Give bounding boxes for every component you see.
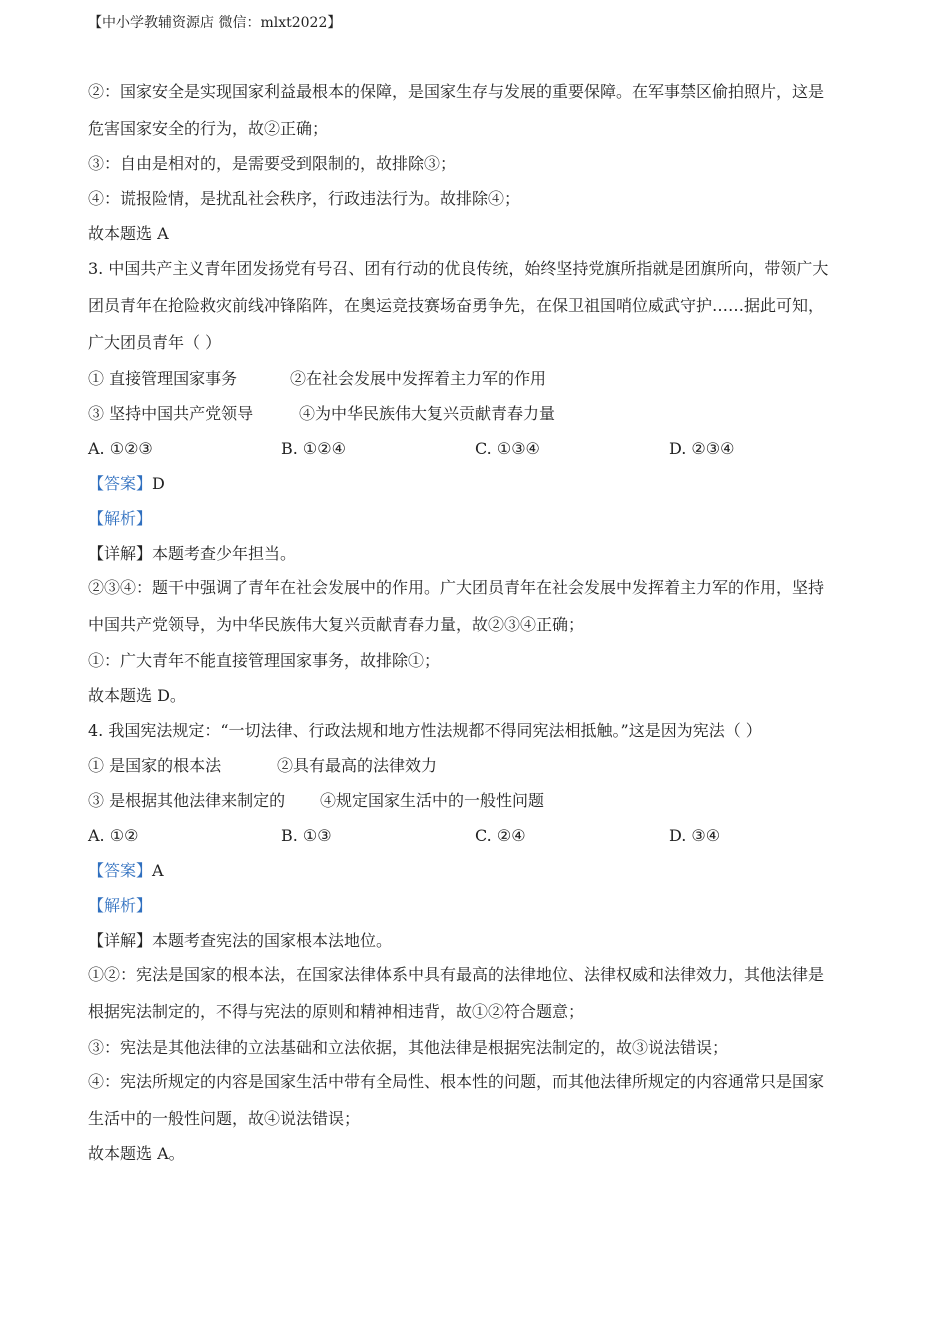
q3-choice-d: D. ②③④ bbox=[669, 439, 735, 458]
q4-choice-b: B. ①③ bbox=[281, 826, 332, 845]
q3-statement-1: ① 直接管理国家事务 bbox=[88, 369, 238, 388]
q3-stem-line: 广大团员青年（ ） bbox=[88, 333, 222, 352]
q3-stem-line: 团员青年在抢险救灾前线冲锋陷阵，在奥运竞技赛场奋勇争先，在保卫祖国哨位威武守护……据此可知， bbox=[88, 296, 825, 315]
q4-explanation-line: 生活中的一般性问题，故④说法错误； bbox=[88, 1109, 361, 1128]
q2-explanation-line: 危害国家安全的行为，故②正确； bbox=[88, 119, 329, 138]
q3-statement-4: ④为中华民族伟大复兴贡献青春力量 bbox=[299, 404, 556, 423]
q4-conclusion: 故本题选 A。 bbox=[88, 1144, 185, 1163]
q4-choice-a: A. ①② bbox=[88, 826, 139, 845]
answer-value: A bbox=[152, 861, 164, 880]
q3-statement-2: ②在社会发展中发挥着主力军的作用 bbox=[290, 369, 547, 388]
q4-explanation-line: ③：宪法是其他法律的立法基础和立法依据，其他法律是根据宪法制定的，故③说法错误； bbox=[88, 1038, 729, 1057]
q4-statement-4: ④规定国家生活中的一般性问题 bbox=[320, 791, 545, 810]
q3-analysis-tag: 【解析】 bbox=[88, 509, 153, 528]
answer-tag: 【答案】 bbox=[88, 474, 153, 493]
q3-explanation-line: ①：广大青年不能直接管理国家事务，故排除①； bbox=[88, 651, 441, 670]
q3-statement-3: ③ 坚持中国共产党领导 bbox=[88, 404, 254, 423]
q4-stem: 4. 我国宪法规定：“一切法律、行政法规和地方性法规都不得同宪法相抵触。”这是因为宪法（ ） bbox=[88, 721, 762, 740]
q4-detail: 【详解】本题考查宪法的国家根本法地位。 bbox=[88, 931, 393, 950]
q3-choice-b: B. ①②④ bbox=[281, 439, 346, 458]
q3-answer bbox=[88, 474, 165, 494]
q4-answer bbox=[88, 861, 164, 881]
q4-statement-3: ③ 是根据其他法律来制定的 bbox=[88, 791, 286, 810]
q3-choice-a: A. ①②③ bbox=[88, 439, 153, 458]
q2-explanation-line: ③：自由是相对的，是需要受到限制的，故排除③； bbox=[88, 154, 457, 173]
q4-explanation-line: 根据宪法制定的，不得与宪法的原则和精神相违背，故①②符合题意； bbox=[88, 1002, 585, 1021]
q4-explanation-line: ①②：宪法是国家的根本法，在国家法律体系中具有最高的法律地位、法律权威和法律效力，其他法律是 bbox=[88, 965, 825, 984]
q4-choice-c: C. ②④ bbox=[475, 826, 526, 845]
q3-choice-c: C. ①③④ bbox=[475, 439, 540, 458]
q2-explanation-line: ④：谎报险情，是扰乱社会秩序，行政违法行为。故排除④； bbox=[88, 189, 521, 208]
q4-choice-d: D. ③④ bbox=[669, 826, 721, 845]
page-header: 【中小学教辅资源店 微信：mlxt2022】 bbox=[88, 15, 342, 31]
answer-tag: 【答案】 bbox=[88, 861, 153, 880]
q3-stem-line: 3. 中国共产主义青年团发扬党有号召、团有行动的优良传统，始终坚持党旗所指就是团旗所向，带领广大 bbox=[88, 259, 829, 278]
q2-explanation-line: ②：国家安全是实现国家利益最根本的保障，是国家生存与发展的重要保障。在军事禁区偷拍照片，这是 bbox=[88, 82, 825, 101]
q4-explanation-line: ④：宪法所规定的内容是国家生活中带有全局性、根本性的问题，而其他法律所规定的内容通常只是国家 bbox=[88, 1072, 825, 1091]
q4-statement-2: ②具有最高的法律效力 bbox=[277, 756, 438, 775]
q3-conclusion: 故本题选 D。 bbox=[88, 686, 186, 705]
q3-detail: 【详解】本题考查少年担当。 bbox=[88, 544, 297, 563]
answer-value: D bbox=[152, 474, 165, 493]
q2-conclusion: 故本题选 A bbox=[88, 224, 169, 243]
q3-explanation-line: 中国共产党领导，为中华民族伟大复兴贡献青春力量，故②③④正确； bbox=[88, 615, 585, 634]
q3-explanation-line: ②③④：题干中强调了青年在社会发展中的作用。广大团员青年在社会发展中发挥着主力军的作用，坚持 bbox=[88, 578, 825, 597]
q4-analysis-tag: 【解析】 bbox=[88, 896, 153, 915]
q4-statement-1: ① 是国家的根本法 bbox=[88, 756, 222, 775]
